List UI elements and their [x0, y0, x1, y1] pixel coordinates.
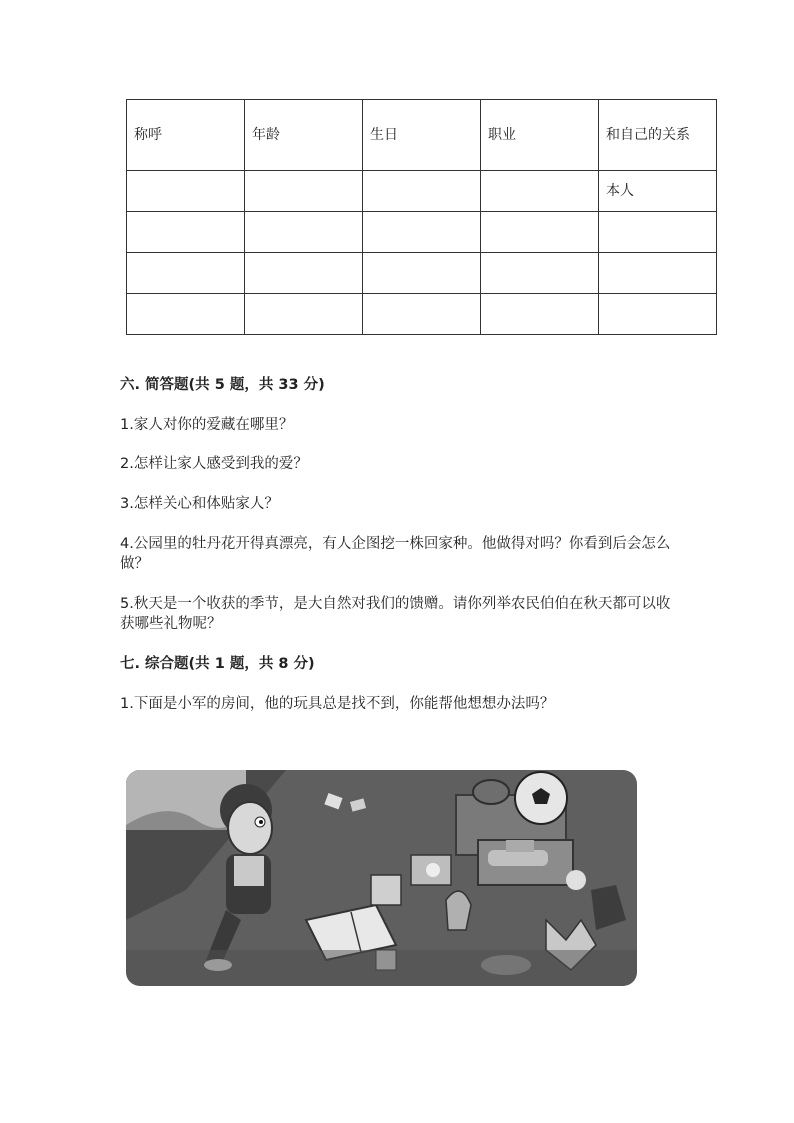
header-cell: 生日	[363, 100, 481, 171]
messy-room-illustration	[126, 770, 637, 986]
table-row	[127, 171, 717, 212]
table-cell	[481, 212, 599, 253]
question-6-1: 1.家人对你的爱藏在哪里？	[120, 417, 294, 433]
question-6-3: 3.怎样关心和体贴家人？	[120, 496, 279, 512]
table-cell	[481, 294, 599, 335]
table-cell	[481, 171, 599, 212]
table-cell	[127, 294, 245, 335]
table-cell	[127, 253, 245, 294]
table-cell	[245, 212, 363, 253]
table-cell	[599, 212, 717, 253]
table-cell	[599, 253, 717, 294]
table-cell	[599, 294, 717, 335]
table-cell	[363, 253, 481, 294]
table-cell	[245, 294, 363, 335]
table-cell	[481, 253, 599, 294]
table-header-row	[127, 100, 717, 171]
table-cell: 本人	[599, 171, 717, 212]
table-row	[127, 294, 717, 335]
table-cell	[363, 171, 481, 212]
question-6-5: 5.秋天是一个收获的季节，是大自然对我们的馈赠。请你列举农民伯伯在秋天都可以收获哪些礼物呢？	[120, 596, 671, 632]
table-cell	[363, 212, 481, 253]
table-cell	[363, 294, 481, 335]
table-cell	[127, 171, 245, 212]
question-6-2: 2.怎样让家人感受到我的爱？	[120, 456, 308, 472]
table-row	[127, 253, 717, 294]
header-cell: 称呼	[127, 100, 245, 171]
question-7-1: 1.下面是小军的房间，他的玩具总是找不到，你能帮他想想办法吗？	[120, 696, 555, 712]
section-6-title: 六. 简答题(共 5 题，共 33 分)	[120, 377, 325, 393]
question-6-4: 4.公园里的牡丹花开得真漂亮，有人企图挖一株回家种。他做得对吗？你看到后会怎么做？	[120, 536, 671, 572]
table-cell	[245, 171, 363, 212]
table-cell	[127, 212, 245, 253]
table-cell	[245, 253, 363, 294]
table-row	[127, 212, 717, 253]
header-cell: 职业	[481, 100, 599, 171]
section-7-title: 七. 综合题(共 1 题，共 8 分)	[120, 656, 315, 672]
header-cell: 和自己的关系	[599, 100, 717, 171]
family-info-table	[126, 99, 717, 335]
header-cell: 年龄	[245, 100, 363, 171]
